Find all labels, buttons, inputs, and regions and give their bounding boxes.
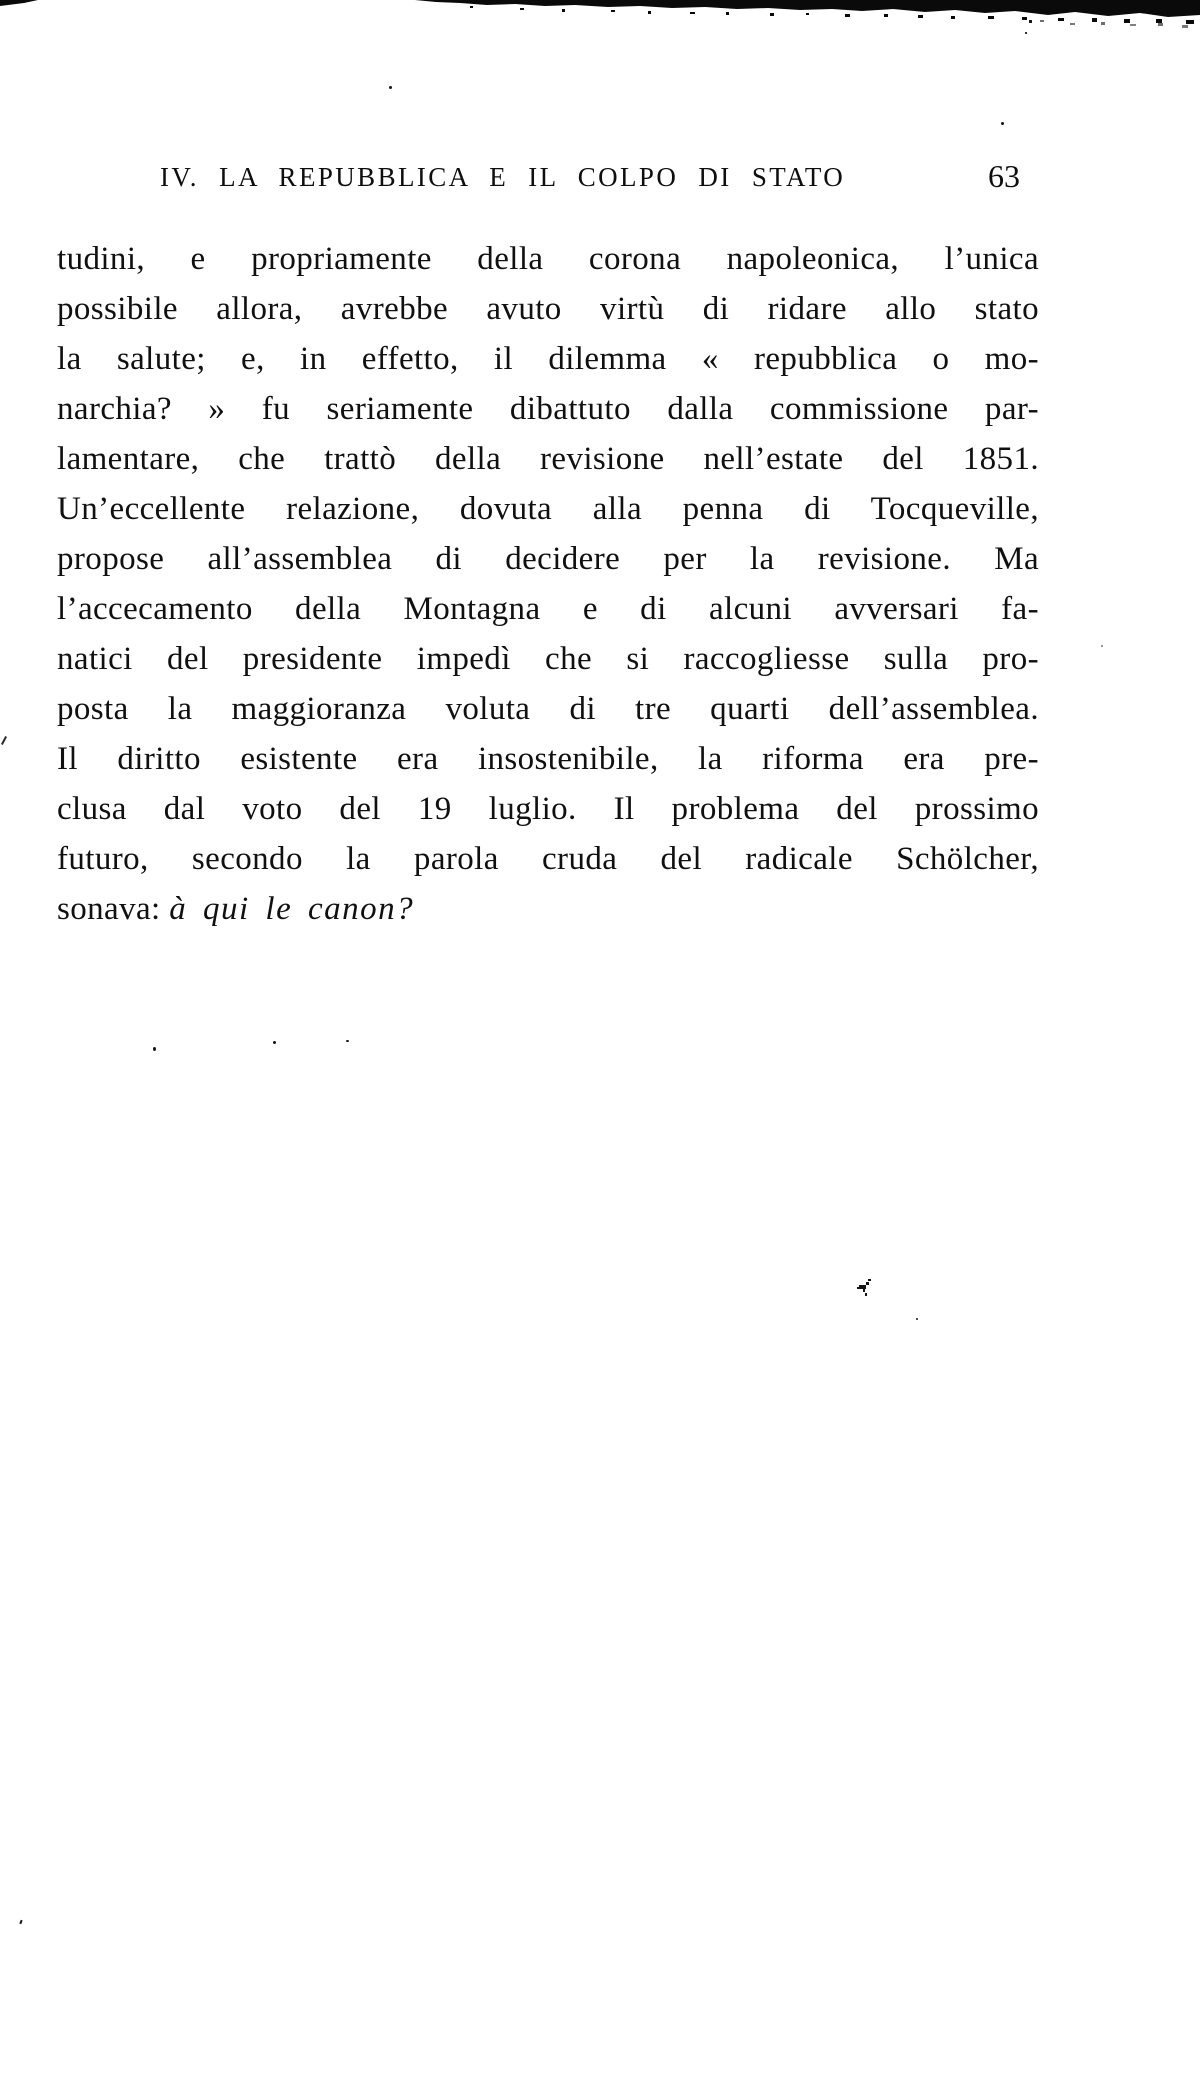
scan-artifact-top-edge (0, 0, 1200, 44)
page-header (0, 158, 1200, 202)
ink-speck (389, 86, 392, 89)
body-text (57, 234, 1039, 934)
text-line: clusa dal voto del 19 luglio. Il problema del prossimo (57, 791, 1039, 827)
ink-speck (346, 1040, 349, 1042)
ink-speck (153, 1047, 156, 1051)
page-number: 63 (988, 158, 1020, 194)
last-line-italic-quote: à qui le canon? (169, 891, 415, 927)
text-line: tudini, e propriamente della corona napoleonica, l’unica (57, 241, 1039, 277)
ink-speck (1001, 122, 1004, 125)
text-line: Un’eccellente relazione, dovuta alla penna di Tocqueville, (57, 491, 1039, 527)
text-line: la salute; e, in effetto, il dilemma « repubblica o mo- (57, 341, 1039, 377)
text-line: lamentare, che trattò della revisione nell’estate del 1851. (57, 441, 1039, 477)
ink-speck (916, 1318, 918, 1320)
ink-speck (1101, 645, 1103, 647)
text-line: futuro, secondo la parola cruda del radicale Schölcher, (57, 841, 1039, 877)
text-line-last (57, 884, 1039, 934)
last-line-roman: sonava: (57, 891, 170, 927)
running-title: IV. LA REPUBBLICA E IL COLPO DI STATO (160, 162, 846, 192)
ink-speck (273, 1041, 276, 1044)
text-line: narchia? » fu seriamente dibattuto dalla commissione par- (57, 391, 1039, 427)
text-line: Il diritto esistente era insostenibile, la riforma era pre- (57, 741, 1039, 777)
text-line: propose all’assemblea di decidere per la revisione. Ma (57, 541, 1039, 577)
ink-blot (856, 1278, 876, 1300)
text-line: l’accecamento della Montagna e di alcuni avversari fa- (57, 591, 1039, 627)
ink-speck (1, 736, 7, 745)
text-line: posta la maggioranza voluta di tre quarti dell’assemblea. (57, 691, 1039, 727)
ink-speck (19, 1920, 22, 1924)
text-line: natici del presidente impedì che si raccogliesse sulla pro- (57, 641, 1039, 677)
text-line: possibile allora, avrebbe avuto virtù di ridare allo stato (57, 291, 1039, 327)
